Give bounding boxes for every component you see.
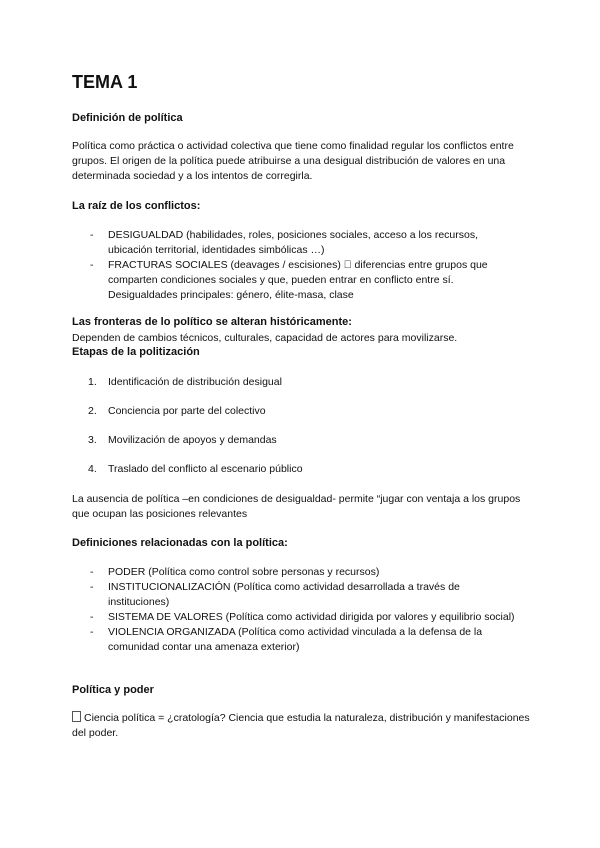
list-item: 4. Traslado del conflicto al escenario público <box>88 463 303 475</box>
heading-poder: Política y poder <box>72 684 154 696</box>
list-item: - PODER (Política como control sobre personas y recursos) <box>90 566 380 578</box>
list-etapas <box>72 375 303 491</box>
list-item: 3. Movilización de apoyos y demandas <box>88 434 277 446</box>
paragraph-definicion: Política como práctica o actividad colectiva que tiene como finalidad regular los conflictos entre grupos. El origen de la política puede atribuirse a una desigual distribución de valores en una determinada sociedad y a los intentos de corregirla. <box>72 140 514 182</box>
heading-definiciones: Definiciones relacionadas con la política: <box>72 537 288 549</box>
paragraph-fronteras: Dependen de cambios técnicos, culturales, capacidad de actores para movilizarse. <box>72 332 458 344</box>
paragraph-poder: Ciencia política = ¿cratología? Ciencia que estudia la naturaleza, distribución y manifestaciones del poder. <box>72 712 530 739</box>
list-item: - SISTEMA DE VALORES (Política como actividad dirigida por valores y equilibrio social) <box>90 611 515 623</box>
list-definiciones <box>72 565 522 655</box>
page-title: TEMA 1 <box>72 72 138 92</box>
list-item: - INSTITUCIONALIZACIÓN (Política como actividad desarrollada a través de instituciones) <box>90 581 460 608</box>
list-raiz <box>72 228 522 303</box>
list-item: - DESIGUALDAD (habilidades, roles, posiciones sociales, acceso a los recursos, ubicación territorial, identidades simbólicas …) <box>90 229 478 256</box>
heading-definicion: Definición de política <box>72 112 183 124</box>
list-item: 2. Conciencia por parte del colectivo <box>88 405 266 417</box>
list-item: - VIOLENCIA ORGANIZADA (Política como actividad vinculada a la defensa de la comunidad contar una amenaza exterior) <box>90 626 483 653</box>
list-item: - FRACTURAS SOCIALES (deavages / escisiones) diferencias entre grupos que comparten condiciones sociales y que, pueden entrar en conflicto entre sí. Desigualdades principales: género, élite-masa, clase <box>90 259 477 301</box>
arrow-symbol-icon <box>72 711 81 722</box>
heading-raiz: La raíz de los conflictos: <box>72 200 201 212</box>
paragraph-ausencia: La ausencia de política –en condiciones de desigualdad- permite “jugar con ventaja a los grupos que ocupan las posiciones relevantes <box>72 493 521 520</box>
heading-fronteras: Las fronteras de lo político se alteran históricamente: <box>72 316 352 328</box>
heading-etapas: Etapas de la politización <box>72 346 200 358</box>
list-item: 1. Identificación de distribución desigual <box>88 376 282 388</box>
